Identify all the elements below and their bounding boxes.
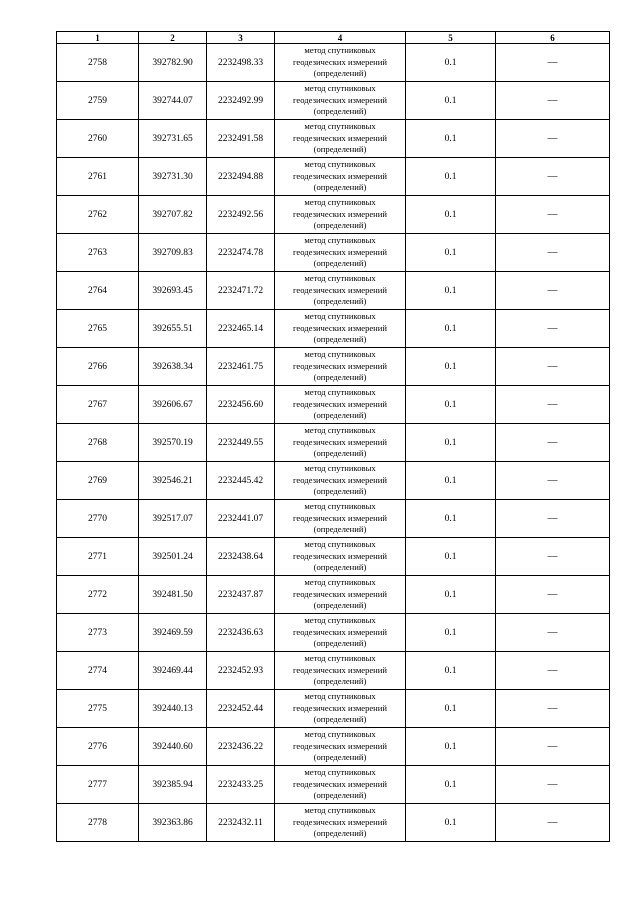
- note-text: —: [547, 703, 558, 714]
- method-text: метод спутниковых геодезических измерений (определений): [293, 83, 387, 117]
- y-text: 2232491.58: [217, 133, 264, 144]
- note-text: —: [547, 741, 558, 752]
- num-text: 2770: [88, 513, 107, 524]
- note-text: —: [547, 57, 558, 68]
- x-text: 392606.67: [152, 399, 193, 410]
- y-coordinate-cell: [207, 234, 275, 272]
- note-cell: [496, 652, 610, 690]
- num-text: 2761: [88, 171, 107, 182]
- method-text: метод спутниковых геодезических измерений (определений): [293, 273, 387, 307]
- x-coordinate-cell: [139, 272, 207, 310]
- y-text: 2232436.63: [217, 627, 264, 638]
- accuracy-cell: [406, 120, 496, 158]
- header-col-2: 2: [139, 32, 207, 44]
- y-coordinate-cell: [207, 424, 275, 462]
- accuracy-text: 0.1: [444, 57, 457, 68]
- note-cell: [496, 766, 610, 804]
- x-text: 392440.60: [152, 741, 193, 752]
- point-number-cell: [57, 576, 139, 614]
- accuracy-cell: [406, 804, 496, 842]
- accuracy-cell: [406, 500, 496, 538]
- note-text: —: [547, 513, 558, 524]
- note-text: —: [547, 361, 558, 372]
- num-text: 2775: [88, 703, 107, 714]
- x-text: 392693.45: [152, 285, 193, 296]
- num-text: 2765: [88, 323, 107, 334]
- accuracy-cell: [406, 234, 496, 272]
- method-text: метод спутниковых геодезических измерений (определений): [293, 159, 387, 193]
- method-cell: [275, 538, 406, 576]
- accuracy-text: 0.1: [444, 475, 457, 486]
- table-row: [57, 766, 610, 804]
- accuracy-text: 0.1: [444, 361, 457, 372]
- accuracy-text: 0.1: [444, 741, 457, 752]
- table-row: [57, 158, 610, 196]
- accuracy-cell: [406, 158, 496, 196]
- y-coordinate-cell: [207, 690, 275, 728]
- note-text: —: [547, 285, 558, 296]
- method-cell: [275, 690, 406, 728]
- note-cell: [496, 196, 610, 234]
- point-number-cell: [57, 348, 139, 386]
- point-number-cell: [57, 766, 139, 804]
- point-number-cell: [57, 652, 139, 690]
- y-text: 2232494.88: [217, 171, 264, 182]
- method-cell: [275, 158, 406, 196]
- table-row: [57, 196, 610, 234]
- point-number-cell: [57, 500, 139, 538]
- y-coordinate-cell: [207, 500, 275, 538]
- num-text: 2760: [88, 133, 107, 144]
- x-coordinate-cell: [139, 728, 207, 766]
- x-coordinate-cell: [139, 690, 207, 728]
- y-coordinate-cell: [207, 728, 275, 766]
- method-cell: [275, 310, 406, 348]
- y-text: 2232492.99: [217, 95, 264, 106]
- x-coordinate-cell: [139, 120, 207, 158]
- method-text: метод спутниковых геодезических измерений (определений): [293, 615, 387, 649]
- accuracy-cell: [406, 614, 496, 652]
- y-coordinate-cell: [207, 272, 275, 310]
- note-cell: [496, 500, 610, 538]
- table-body: [57, 44, 610, 842]
- y-coordinate-cell: [207, 120, 275, 158]
- accuracy-cell: [406, 272, 496, 310]
- note-cell: [496, 348, 610, 386]
- y-coordinate-cell: [207, 462, 275, 500]
- accuracy-cell: [406, 310, 496, 348]
- note-text: —: [547, 551, 558, 562]
- method-text: метод спутниковых геодезических измерений (определений): [293, 235, 387, 269]
- num-text: 2774: [88, 665, 107, 676]
- x-text: 392782.90: [152, 57, 193, 68]
- accuracy-text: 0.1: [444, 703, 457, 714]
- method-cell: [275, 424, 406, 462]
- method-text: метод спутниковых геодезических измерений (определений): [293, 501, 387, 535]
- method-text: метод спутниковых геодезических измерений (определений): [293, 311, 387, 345]
- point-number-cell: [57, 424, 139, 462]
- method-cell: [275, 234, 406, 272]
- x-text: 392469.59: [152, 627, 193, 638]
- x-coordinate-cell: [139, 196, 207, 234]
- method-text: метод спутниковых геодезических измерений (определений): [293, 463, 387, 497]
- header-row: [57, 32, 610, 44]
- accuracy-text: 0.1: [444, 133, 457, 144]
- y-coordinate-cell: [207, 158, 275, 196]
- method-text: метод спутниковых геодезических измерений (определений): [293, 539, 387, 573]
- y-coordinate-cell: [207, 386, 275, 424]
- y-text: 2232449.55: [217, 437, 264, 448]
- table-row: [57, 614, 610, 652]
- table-row: [57, 120, 610, 158]
- x-coordinate-cell: [139, 44, 207, 82]
- method-cell: [275, 120, 406, 158]
- note-cell: [496, 272, 610, 310]
- accuracy-text: 0.1: [444, 171, 457, 182]
- note-text: —: [547, 247, 558, 258]
- accuracy-cell: [406, 386, 496, 424]
- accuracy-cell: [406, 766, 496, 804]
- table-row: [57, 234, 610, 272]
- y-coordinate-cell: [207, 804, 275, 842]
- x-text: 392744.07: [152, 95, 193, 106]
- header-col-3: 3: [207, 32, 275, 44]
- y-coordinate-cell: [207, 652, 275, 690]
- method-cell: [275, 82, 406, 120]
- num-text: 2773: [88, 627, 107, 638]
- point-number-cell: [57, 44, 139, 82]
- y-text: 2232492.56: [217, 209, 264, 220]
- table-row: [57, 462, 610, 500]
- note-cell: [496, 386, 610, 424]
- point-number-cell: [57, 804, 139, 842]
- table-row: [57, 272, 610, 310]
- point-number-cell: [57, 310, 139, 348]
- x-coordinate-cell: [139, 234, 207, 272]
- table-row: [57, 500, 610, 538]
- num-text: 2762: [88, 209, 107, 220]
- note-text: —: [547, 779, 558, 790]
- x-text: 392469.44: [152, 665, 193, 676]
- x-coordinate-cell: [139, 424, 207, 462]
- note-text: —: [547, 665, 558, 676]
- note-text: —: [547, 589, 558, 600]
- accuracy-text: 0.1: [444, 627, 457, 638]
- note-cell: [496, 424, 610, 462]
- accuracy-text: 0.1: [444, 817, 457, 828]
- accuracy-text: 0.1: [444, 95, 457, 106]
- note-text: —: [547, 323, 558, 334]
- table-row: [57, 44, 610, 82]
- header-col-6: 6: [496, 32, 610, 44]
- note-cell: [496, 804, 610, 842]
- y-coordinate-cell: [207, 766, 275, 804]
- point-number-cell: [57, 158, 139, 196]
- note-text: —: [547, 627, 558, 638]
- method-text: метод спутниковых геодезических измерений (определений): [293, 805, 387, 839]
- num-text: 2758: [88, 57, 107, 68]
- x-coordinate-cell: [139, 766, 207, 804]
- method-cell: [275, 804, 406, 842]
- method-cell: [275, 766, 406, 804]
- accuracy-cell: [406, 538, 496, 576]
- method-text: метод спутниковых геодезических измерений (определений): [293, 577, 387, 611]
- table-row: [57, 348, 610, 386]
- method-cell: [275, 462, 406, 500]
- method-text: метод спутниковых геодезических измерений (определений): [293, 197, 387, 231]
- y-coordinate-cell: [207, 614, 275, 652]
- x-coordinate-cell: [139, 614, 207, 652]
- x-text: 392481.50: [152, 589, 193, 600]
- x-coordinate-cell: [139, 386, 207, 424]
- method-text: метод спутниковых геодезических измерений (определений): [293, 691, 387, 725]
- y-text: 2232437.87: [217, 589, 264, 600]
- table-row: [57, 804, 610, 842]
- x-text: 392570.19: [152, 437, 193, 448]
- note-text: —: [547, 437, 558, 448]
- note-text: —: [547, 95, 558, 106]
- y-text: 2232441.07: [217, 513, 264, 524]
- note-cell: [496, 82, 610, 120]
- accuracy-text: 0.1: [444, 665, 457, 676]
- x-text: 392707.82: [152, 209, 193, 220]
- table-row: [57, 728, 610, 766]
- method-text: метод спутниковых геодезических измерений (определений): [293, 349, 387, 383]
- num-text: 2767: [88, 399, 107, 410]
- point-number-cell: [57, 272, 139, 310]
- table-row: [57, 82, 610, 120]
- method-text: метод спутниковых геодезических измерений (определений): [293, 387, 387, 421]
- num-text: 2778: [88, 817, 107, 828]
- method-cell: [275, 44, 406, 82]
- note-cell: [496, 728, 610, 766]
- method-cell: [275, 614, 406, 652]
- accuracy-cell: [406, 82, 496, 120]
- header-col-1: 1: [57, 32, 139, 44]
- method-text: метод спутниковых геодезических измерений (определений): [293, 729, 387, 763]
- point-number-cell: [57, 196, 139, 234]
- table-row: [57, 310, 610, 348]
- accuracy-cell: [406, 424, 496, 462]
- table-row: [57, 386, 610, 424]
- method-cell: [275, 272, 406, 310]
- table-row: [57, 576, 610, 614]
- x-coordinate-cell: [139, 804, 207, 842]
- method-cell: [275, 386, 406, 424]
- num-text: 2768: [88, 437, 107, 448]
- x-coordinate-cell: [139, 310, 207, 348]
- x-coordinate-cell: [139, 576, 207, 614]
- num-text: 2764: [88, 285, 107, 296]
- y-text: 2232445.42: [217, 475, 264, 486]
- x-text: 392363.86: [152, 817, 193, 828]
- accuracy-cell: [406, 652, 496, 690]
- x-text: 392731.65: [152, 133, 193, 144]
- note-text: —: [547, 133, 558, 144]
- y-text: 2232432.11: [218, 817, 263, 828]
- note-text: —: [547, 817, 558, 828]
- y-text: 2232465.14: [217, 323, 264, 334]
- x-text: 392501.24: [152, 551, 193, 562]
- y-coordinate-cell: [207, 348, 275, 386]
- note-text: —: [547, 399, 558, 410]
- accuracy-cell: [406, 348, 496, 386]
- point-number-cell: [57, 386, 139, 424]
- x-coordinate-cell: [139, 158, 207, 196]
- y-text: 2232436.22: [217, 741, 264, 752]
- y-text: 2232456.60: [217, 399, 264, 410]
- method-text: метод спутниковых геодезических измерений (определений): [293, 121, 387, 155]
- note-cell: [496, 310, 610, 348]
- note-cell: [496, 462, 610, 500]
- point-number-cell: [57, 614, 139, 652]
- y-coordinate-cell: [207, 82, 275, 120]
- method-cell: [275, 576, 406, 614]
- y-text: 2232452.44: [217, 703, 264, 714]
- note-text: —: [547, 171, 558, 182]
- num-text: 2777: [88, 779, 107, 790]
- y-text: 2232433.25: [217, 779, 264, 790]
- accuracy-cell: [406, 44, 496, 82]
- x-text: 392655.51: [152, 323, 193, 334]
- accuracy-text: 0.1: [444, 209, 457, 220]
- num-text: 2771: [88, 551, 107, 562]
- point-number-cell: [57, 82, 139, 120]
- accuracy-cell: [406, 576, 496, 614]
- x-coordinate-cell: [139, 348, 207, 386]
- num-text: 2776: [88, 741, 107, 752]
- coordinates-table: [56, 31, 610, 842]
- x-coordinate-cell: [139, 462, 207, 500]
- y-coordinate-cell: [207, 538, 275, 576]
- accuracy-cell: [406, 728, 496, 766]
- note-text: —: [547, 209, 558, 220]
- x-text: 392546.21: [152, 475, 193, 486]
- y-text: 2232461.75: [217, 361, 264, 372]
- accuracy-cell: [406, 462, 496, 500]
- x-text: 392440.13: [152, 703, 193, 714]
- point-number-cell: [57, 120, 139, 158]
- y-text: 2232471.72: [217, 285, 264, 296]
- y-coordinate-cell: [207, 576, 275, 614]
- method-text: метод спутниковых геодезических измерений (определений): [293, 653, 387, 687]
- accuracy-text: 0.1: [444, 323, 457, 334]
- accuracy-text: 0.1: [444, 247, 457, 258]
- method-text: метод спутниковых геодезических измерений (определений): [293, 45, 387, 79]
- accuracy-text: 0.1: [444, 399, 457, 410]
- num-text: 2763: [88, 247, 107, 258]
- method-cell: [275, 652, 406, 690]
- y-coordinate-cell: [207, 310, 275, 348]
- x-coordinate-cell: [139, 82, 207, 120]
- table-row: [57, 424, 610, 462]
- accuracy-text: 0.1: [444, 551, 457, 562]
- accuracy-cell: [406, 690, 496, 728]
- x-text: 392709.83: [152, 247, 193, 258]
- method-cell: [275, 348, 406, 386]
- header-col-4: 4: [275, 32, 406, 44]
- x-text: 392517.07: [152, 513, 193, 524]
- num-text: 2772: [88, 589, 107, 600]
- note-cell: [496, 576, 610, 614]
- y-text: 2232438.64: [217, 551, 264, 562]
- note-cell: [496, 538, 610, 576]
- table-header: [57, 32, 610, 44]
- x-coordinate-cell: [139, 538, 207, 576]
- point-number-cell: [57, 462, 139, 500]
- x-text: 392731.30: [152, 171, 193, 182]
- accuracy-text: 0.1: [444, 589, 457, 600]
- y-coordinate-cell: [207, 196, 275, 234]
- num-text: 2766: [88, 361, 107, 372]
- point-number-cell: [57, 234, 139, 272]
- method-cell: [275, 500, 406, 538]
- accuracy-text: 0.1: [444, 285, 457, 296]
- num-text: 2769: [88, 475, 107, 486]
- note-text: —: [547, 475, 558, 486]
- x-coordinate-cell: [139, 652, 207, 690]
- table-row: [57, 538, 610, 576]
- y-text: 2232474.78: [217, 247, 264, 258]
- note-cell: [496, 120, 610, 158]
- accuracy-text: 0.1: [444, 779, 457, 790]
- note-cell: [496, 158, 610, 196]
- point-number-cell: [57, 538, 139, 576]
- method-text: метод спутниковых геодезических измерений (определений): [293, 425, 387, 459]
- point-number-cell: [57, 690, 139, 728]
- accuracy-text: 0.1: [444, 437, 457, 448]
- method-text: метод спутниковых геодезических измерений (определений): [293, 767, 387, 801]
- header-col-5: 5: [406, 32, 496, 44]
- y-coordinate-cell: [207, 44, 275, 82]
- table-row: [57, 690, 610, 728]
- x-coordinate-cell: [139, 500, 207, 538]
- y-text: 2232498.33: [217, 57, 264, 68]
- note-cell: [496, 690, 610, 728]
- note-cell: [496, 234, 610, 272]
- note-cell: [496, 44, 610, 82]
- point-number-cell: [57, 728, 139, 766]
- y-text: 2232452.93: [217, 665, 264, 676]
- table-row: [57, 652, 610, 690]
- num-text: 2759: [88, 95, 107, 106]
- x-text: 392638.34: [152, 361, 193, 372]
- method-cell: [275, 728, 406, 766]
- accuracy-cell: [406, 196, 496, 234]
- accuracy-text: 0.1: [444, 513, 457, 524]
- method-cell: [275, 196, 406, 234]
- note-cell: [496, 614, 610, 652]
- x-text: 392385.94: [152, 779, 193, 790]
